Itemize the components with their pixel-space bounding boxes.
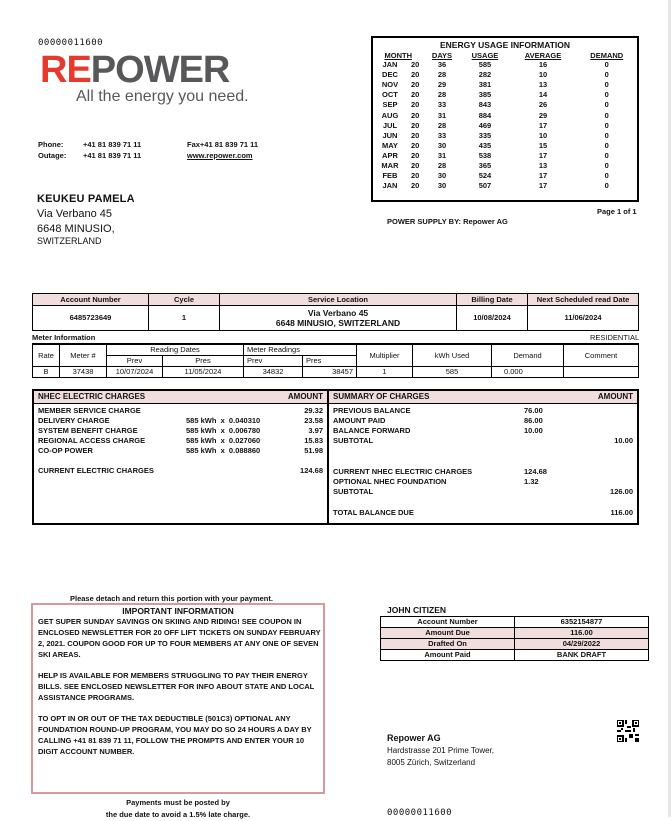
subtotal1-row <box>329 436 637 446</box>
usage-year: 20 <box>411 80 420 90</box>
hdr-next-read-date: Next Scheduled read Date <box>528 294 639 306</box>
logo-re: RE <box>40 49 91 91</box>
usage-days: 30 <box>437 171 447 181</box>
usage-demand: 0 <box>604 130 609 140</box>
hdr-multiplier: Multiplier <box>357 344 413 367</box>
usage-month: SEP <box>382 100 398 110</box>
power-supply-by: POWER SUPPLY BY: Repower AG <box>387 217 508 226</box>
usage-month: APR <box>382 150 398 160</box>
hdr-prev-date: Prev <box>107 356 163 367</box>
foundation-label: OPTIONAL NHEC FOUNDATION <box>333 477 447 486</box>
current-electric-charges-row <box>34 466 327 476</box>
late-charge-line1: Payments must be posted by <box>126 798 230 807</box>
stub-amount-paid-label: Amount Paid <box>381 650 515 661</box>
foundation-value: 1.32 <box>524 477 539 486</box>
usage-average: 26 <box>538 100 548 110</box>
stub-drafted-on-label: Drafted On <box>381 639 515 650</box>
col-month: MONTH <box>384 50 412 60</box>
stub-customer-name: JOHN CITIZEN <box>387 605 447 615</box>
previous-balance-value: 76.00 <box>524 406 543 415</box>
stub-drafted-on-value: 04/29/2022 <box>515 639 649 650</box>
important-title: IMPORTANT INFORMATION <box>122 606 234 616</box>
account-number: 6485723649 <box>33 306 149 331</box>
usage-average: 16 <box>538 60 548 70</box>
hdr-reading-dates: Reading Dates <box>107 344 244 356</box>
charges-panel <box>32 389 639 525</box>
customer-name: KEUKEU PAMELA <box>37 193 135 205</box>
repower-logo <box>40 49 230 91</box>
previous-balance-label: PREVIOUS BALANCE <box>333 406 411 415</box>
usage-demand: 0 <box>604 150 609 160</box>
usage-month: MAY <box>381 140 398 150</box>
info-paragraph-foundation: TO OPT IN OR OUT OF THE TAX DEDUCTIBLE (501C3) OPTIONAL ANY FOUNDATION ROUND-UP PROGRAM, YOU MAY DO SO 24 HOURS A DAY BY CALLING +41 81 839 71 11, FOLLOW THE PROMPTS AND ENTER YOUR 10 DIGIT ACCOUNT NUMBER. <box>38 714 312 756</box>
amount-paid-value: 86.00 <box>524 416 543 425</box>
stub-amount-due-value: 116.00 <box>515 628 649 639</box>
page-indicator: Page 1 of 1 <box>597 207 637 216</box>
stub-account-label: Account Number <box>381 617 515 628</box>
balance-forward-value: 10.00 <box>524 426 543 435</box>
detach-note: Please detach and return this portion with your payment. <box>70 594 273 603</box>
usage-days: 29 <box>437 80 447 90</box>
usage-month: AUG <box>381 110 399 120</box>
late-charge-line2: the due date to avoid a 1.5% late charge. <box>105 810 251 819</box>
remit-address-line2: 8005 Zürich, Switzerland <box>387 758 476 767</box>
usage-days: 31 <box>437 110 447 120</box>
summary-title: SUMMARY OF CHARGES <box>333 392 430 401</box>
phone-value: +41 81 839 71 11 <box>83 140 142 149</box>
usage-days: 30 <box>437 140 447 150</box>
demand: 0.000 <box>492 367 564 378</box>
pres-date: 11/05/2024 <box>163 367 244 378</box>
usage-row <box>373 151 637 161</box>
usage-days: 28 <box>437 70 447 80</box>
usage-row <box>373 110 637 120</box>
usage-kwh: 538 <box>478 150 492 160</box>
usage-year: 20 <box>411 181 420 191</box>
hdr-meter-no: Meter # <box>60 344 107 367</box>
stub-account-value: 6352154877 <box>515 617 649 628</box>
usage-year: 20 <box>411 60 420 70</box>
charge-calc: 585 kWh x 0.088860 <box>186 446 261 455</box>
hdr-billing-date: Billing Date <box>457 294 528 306</box>
usage-demand: 0 <box>604 171 609 181</box>
charge-amount: 51.98 <box>304 446 323 455</box>
charge-calc: 585 kWh x 0.040310 <box>186 416 261 425</box>
current-electric-charges-amount: 124.68 <box>300 466 323 475</box>
usage-average: 29 <box>538 110 548 120</box>
phone-label: Phone: <box>38 140 64 149</box>
total-due-label: TOTAL BALANCE DUE <box>333 508 414 517</box>
hdr-meter-readings: Meter Readings <box>244 344 357 356</box>
hdr-cycle: Cycle <box>149 294 220 306</box>
usage-days: 33 <box>437 100 447 110</box>
usage-month: DEC <box>382 70 398 80</box>
usage-month: JAN <box>382 60 398 70</box>
usage-kwh: 585 <box>478 60 492 70</box>
usage-kwh: 524 <box>478 171 492 181</box>
charge-row <box>34 406 327 416</box>
usage-month: MAR <box>381 160 399 170</box>
hdr-comment: Comment <box>564 344 639 367</box>
fax-number: Fax+41 81 839 71 11 <box>187 140 259 149</box>
charge-label: DELIVERY CHARGE <box>38 416 110 425</box>
usage-demand: 0 <box>604 160 609 170</box>
charge-amount: 29.32 <box>304 406 323 415</box>
usage-demand: 0 <box>604 100 609 110</box>
usage-month: JUN <box>382 130 398 140</box>
electric-charges-title: NHEC ELECTRIC CHARGES <box>38 392 146 401</box>
amount-paid-row <box>329 416 637 426</box>
prev-date: 10/07/2024 <box>107 367 163 378</box>
usage-year: 20 <box>411 140 420 150</box>
charge-label: CO-OP POWER <box>38 446 93 455</box>
comment <box>564 367 639 378</box>
outage-label: Outage: <box>38 151 67 160</box>
usage-kwh: 843 <box>478 100 492 110</box>
customer-country: SWITZERLAND <box>37 236 102 246</box>
usage-kwh: 385 <box>478 90 492 100</box>
stub-barcode-number: 00000011600 <box>387 808 453 818</box>
usage-kwh: 335 <box>478 130 492 140</box>
usage-demand: 0 <box>604 110 609 120</box>
hdr-account-number: Account Number <box>33 294 149 306</box>
charge-row <box>34 416 327 426</box>
col-days: DAYS <box>431 50 453 60</box>
next-read-date: 11/06/2024 <box>528 306 639 331</box>
current-charges-row <box>329 467 637 477</box>
usage-kwh: 381 <box>478 80 492 90</box>
subtotal1-label: SUBTOTAL <box>333 436 374 445</box>
usage-row <box>373 80 637 90</box>
usage-row <box>373 141 637 151</box>
charge-row <box>34 446 327 456</box>
usage-year: 20 <box>411 160 420 170</box>
prev-reading: 34832 <box>244 367 303 378</box>
stub-amount-paid-value: BANK DRAFT <box>515 650 649 661</box>
rate-class: RESIDENTIAL <box>590 333 640 342</box>
summary-section <box>329 391 637 523</box>
usage-month: JAN <box>382 181 398 191</box>
usage-row <box>373 131 637 141</box>
charge-label: SYSTEM BENEFIT CHARGE <box>38 426 138 435</box>
charge-label: MEMBER SERVICE CHARGE <box>38 406 141 415</box>
col-average: AVERAGE <box>524 50 562 60</box>
usage-kwh: 365 <box>478 160 492 170</box>
amount-paid-label: AMOUNT PAID <box>333 416 386 425</box>
subtotal2-row <box>329 487 637 497</box>
usage-year: 20 <box>411 120 420 130</box>
usage-year: 20 <box>411 100 420 110</box>
hdr-prev-reading: Prev <box>244 356 303 367</box>
usage-demand: 0 <box>604 181 609 191</box>
hdr-rate: Rate <box>33 344 60 367</box>
energy-usage-table <box>371 36 639 202</box>
usage-average: 13 <box>538 80 548 90</box>
usage-row <box>373 90 637 100</box>
info-paragraph-ski: GET SUPER SUNDAY SAVINGS ON SKIING AND RIDING! SEE COUPON IN ENCLOSED NEWSLETTER FOR 20 OFF LIFT TICKETS ON SUNDAY FEBRUARY 2, 2021. COUPON GOOD FOR UP TO FOUR MEMBERS AT ANY ONE OF SEVEN SKI AREAS. <box>38 617 321 659</box>
rate-value: B <box>33 367 60 378</box>
usage-year: 20 <box>411 90 420 100</box>
usage-demand: 0 <box>604 140 609 150</box>
electric-charges-section <box>34 391 329 523</box>
customer-street: Via Verbano 45 <box>37 208 113 220</box>
logo-power: POWER <box>90 49 230 91</box>
charge-amount: 3.97 <box>308 426 323 435</box>
balance-forward-label: BALANCE FORWARD <box>333 426 411 435</box>
meter-info-label: Meter Information <box>32 333 96 342</box>
remit-company: Repower AG <box>387 733 441 743</box>
col-usage: USAGE <box>471 50 499 60</box>
usage-days: 28 <box>437 120 447 130</box>
usage-kwh: 282 <box>478 70 492 80</box>
usage-average: 17 <box>538 150 548 160</box>
usage-days: 30 <box>437 181 447 191</box>
usage-title: ENERGY USAGE INFORMATION <box>439 40 571 50</box>
previous-balance-row <box>329 406 637 416</box>
usage-year: 20 <box>411 171 420 181</box>
usage-average: 14 <box>538 90 548 100</box>
usage-demand: 0 <box>604 60 609 70</box>
important-info-box <box>31 603 325 794</box>
service-location-line2: 6648 MINUSIO, SWITZERLAND <box>275 318 401 328</box>
subtotal2-value: 126.00 <box>610 487 633 496</box>
service-location-line1: Via Verbano 45 <box>307 308 369 318</box>
usage-row <box>373 161 637 171</box>
contact-block <box>38 139 141 161</box>
usage-row <box>373 121 637 131</box>
usage-average: 10 <box>538 130 548 140</box>
usage-month: JUL <box>382 120 398 130</box>
summary-amount-header: AMOUNT <box>597 392 633 401</box>
usage-average: 17 <box>538 171 548 181</box>
usage-days: 33 <box>437 130 447 140</box>
usage-demand: 0 <box>604 80 609 90</box>
hdr-pres-reading: Pres <box>303 356 357 367</box>
charge-row <box>34 426 327 436</box>
fax-web-block <box>187 139 258 161</box>
usage-month: OCT <box>382 90 398 100</box>
hdr-kwh-used: kWh Used <box>413 344 492 367</box>
remit-address-line1: Hardstrasse 201 Prime Tower, <box>387 746 495 755</box>
hdr-pres-date: Pres <box>163 356 244 367</box>
website-link[interactable]: www.repower.com <box>187 151 253 160</box>
usage-kwh: 435 <box>478 140 492 150</box>
balance-forward-row <box>329 426 637 436</box>
usage-days: 36 <box>437 60 447 70</box>
current-charges-label: CURRENT NHEC ELECTRIC CHARGES <box>333 467 473 476</box>
meter-table <box>32 343 639 378</box>
logo-tagline: All the energy you need. <box>76 88 249 105</box>
multiplier: 1 <box>357 367 413 378</box>
total-due-value: 116.00 <box>610 508 633 517</box>
usage-month: FEB <box>382 171 398 181</box>
usage-demand: 0 <box>604 120 609 130</box>
usage-year: 20 <box>411 70 420 80</box>
usage-row <box>373 60 637 70</box>
usage-demand: 0 <box>604 90 609 100</box>
meter-number: 37438 <box>60 367 107 378</box>
usage-row <box>373 171 637 181</box>
late-charge-note <box>31 797 325 821</box>
usage-average: 17 <box>538 181 548 191</box>
usage-average: 17 <box>538 120 548 130</box>
usage-row <box>373 100 637 110</box>
hdr-service-location: Service Location <box>220 294 457 306</box>
usage-average: 15 <box>538 140 548 150</box>
usage-month: NOV <box>381 80 399 90</box>
payment-stub-table <box>380 616 649 661</box>
usage-kwh: 507 <box>478 181 492 191</box>
qr-code-icon <box>617 720 639 742</box>
stub-amount-due-label: Amount Due <box>381 628 515 639</box>
info-paragraph-assistance: HELP IS AVAILABLE FOR MEMBERS STRUGGLING TO PAY THEIR ENERGY BILLS. SEE ENCLOSED NEWSLETTER FOR INFO ABOUT STATE AND LOCAL ASSISTANCE PROGRAMS. <box>38 671 315 702</box>
usage-days: 31 <box>437 150 447 160</box>
service-location <box>220 306 457 331</box>
current-electric-charges-label: CURRENT ELECTRIC CHARGES <box>38 466 154 475</box>
current-charges-value: 124.68 <box>524 467 547 476</box>
hdr-demand: Demand <box>492 344 564 367</box>
charge-calc: 585 kWh x 0.027060 <box>186 436 261 445</box>
usage-days: 28 <box>437 90 447 100</box>
usage-average: 10 <box>538 70 548 80</box>
pres-reading: 38457 <box>303 367 357 378</box>
billing-date: 10/08/2024 <box>457 306 528 331</box>
account-info-table <box>32 293 639 331</box>
charge-row <box>34 436 327 446</box>
foundation-row <box>329 477 637 487</box>
usage-demand: 0 <box>604 70 609 80</box>
barcode-number: 00000011600 <box>38 38 104 48</box>
outage-value: +41 81 839 71 11 <box>83 151 142 160</box>
usage-days: 28 <box>437 160 447 170</box>
usage-kwh: 884 <box>478 110 492 120</box>
usage-year: 20 <box>411 110 420 120</box>
usage-average: 13 <box>538 160 548 170</box>
subtotal2-label: SUBTOTAL <box>333 487 374 496</box>
usage-row <box>373 181 637 191</box>
charge-label: REGIONAL ACCESS CHARGE <box>38 436 146 445</box>
usage-row <box>373 70 637 80</box>
customer-city: 6648 MINUSIO, <box>37 223 115 235</box>
electric-amount-header: AMOUNT <box>287 392 323 401</box>
cycle: 1 <box>149 306 220 331</box>
subtotal1-value: 10.00 <box>614 436 633 445</box>
usage-year: 20 <box>411 150 420 160</box>
charge-amount: 23.58 <box>304 416 323 425</box>
total-due-row <box>329 508 637 518</box>
usage-kwh: 469 <box>478 120 492 130</box>
kwh-used: 585 <box>413 367 492 378</box>
charge-amount: 15.83 <box>304 436 323 445</box>
usage-year: 20 <box>411 130 420 140</box>
charge-calc: 585 kWh x 0.006780 <box>186 426 261 435</box>
col-demand: DEMAND <box>590 50 624 60</box>
